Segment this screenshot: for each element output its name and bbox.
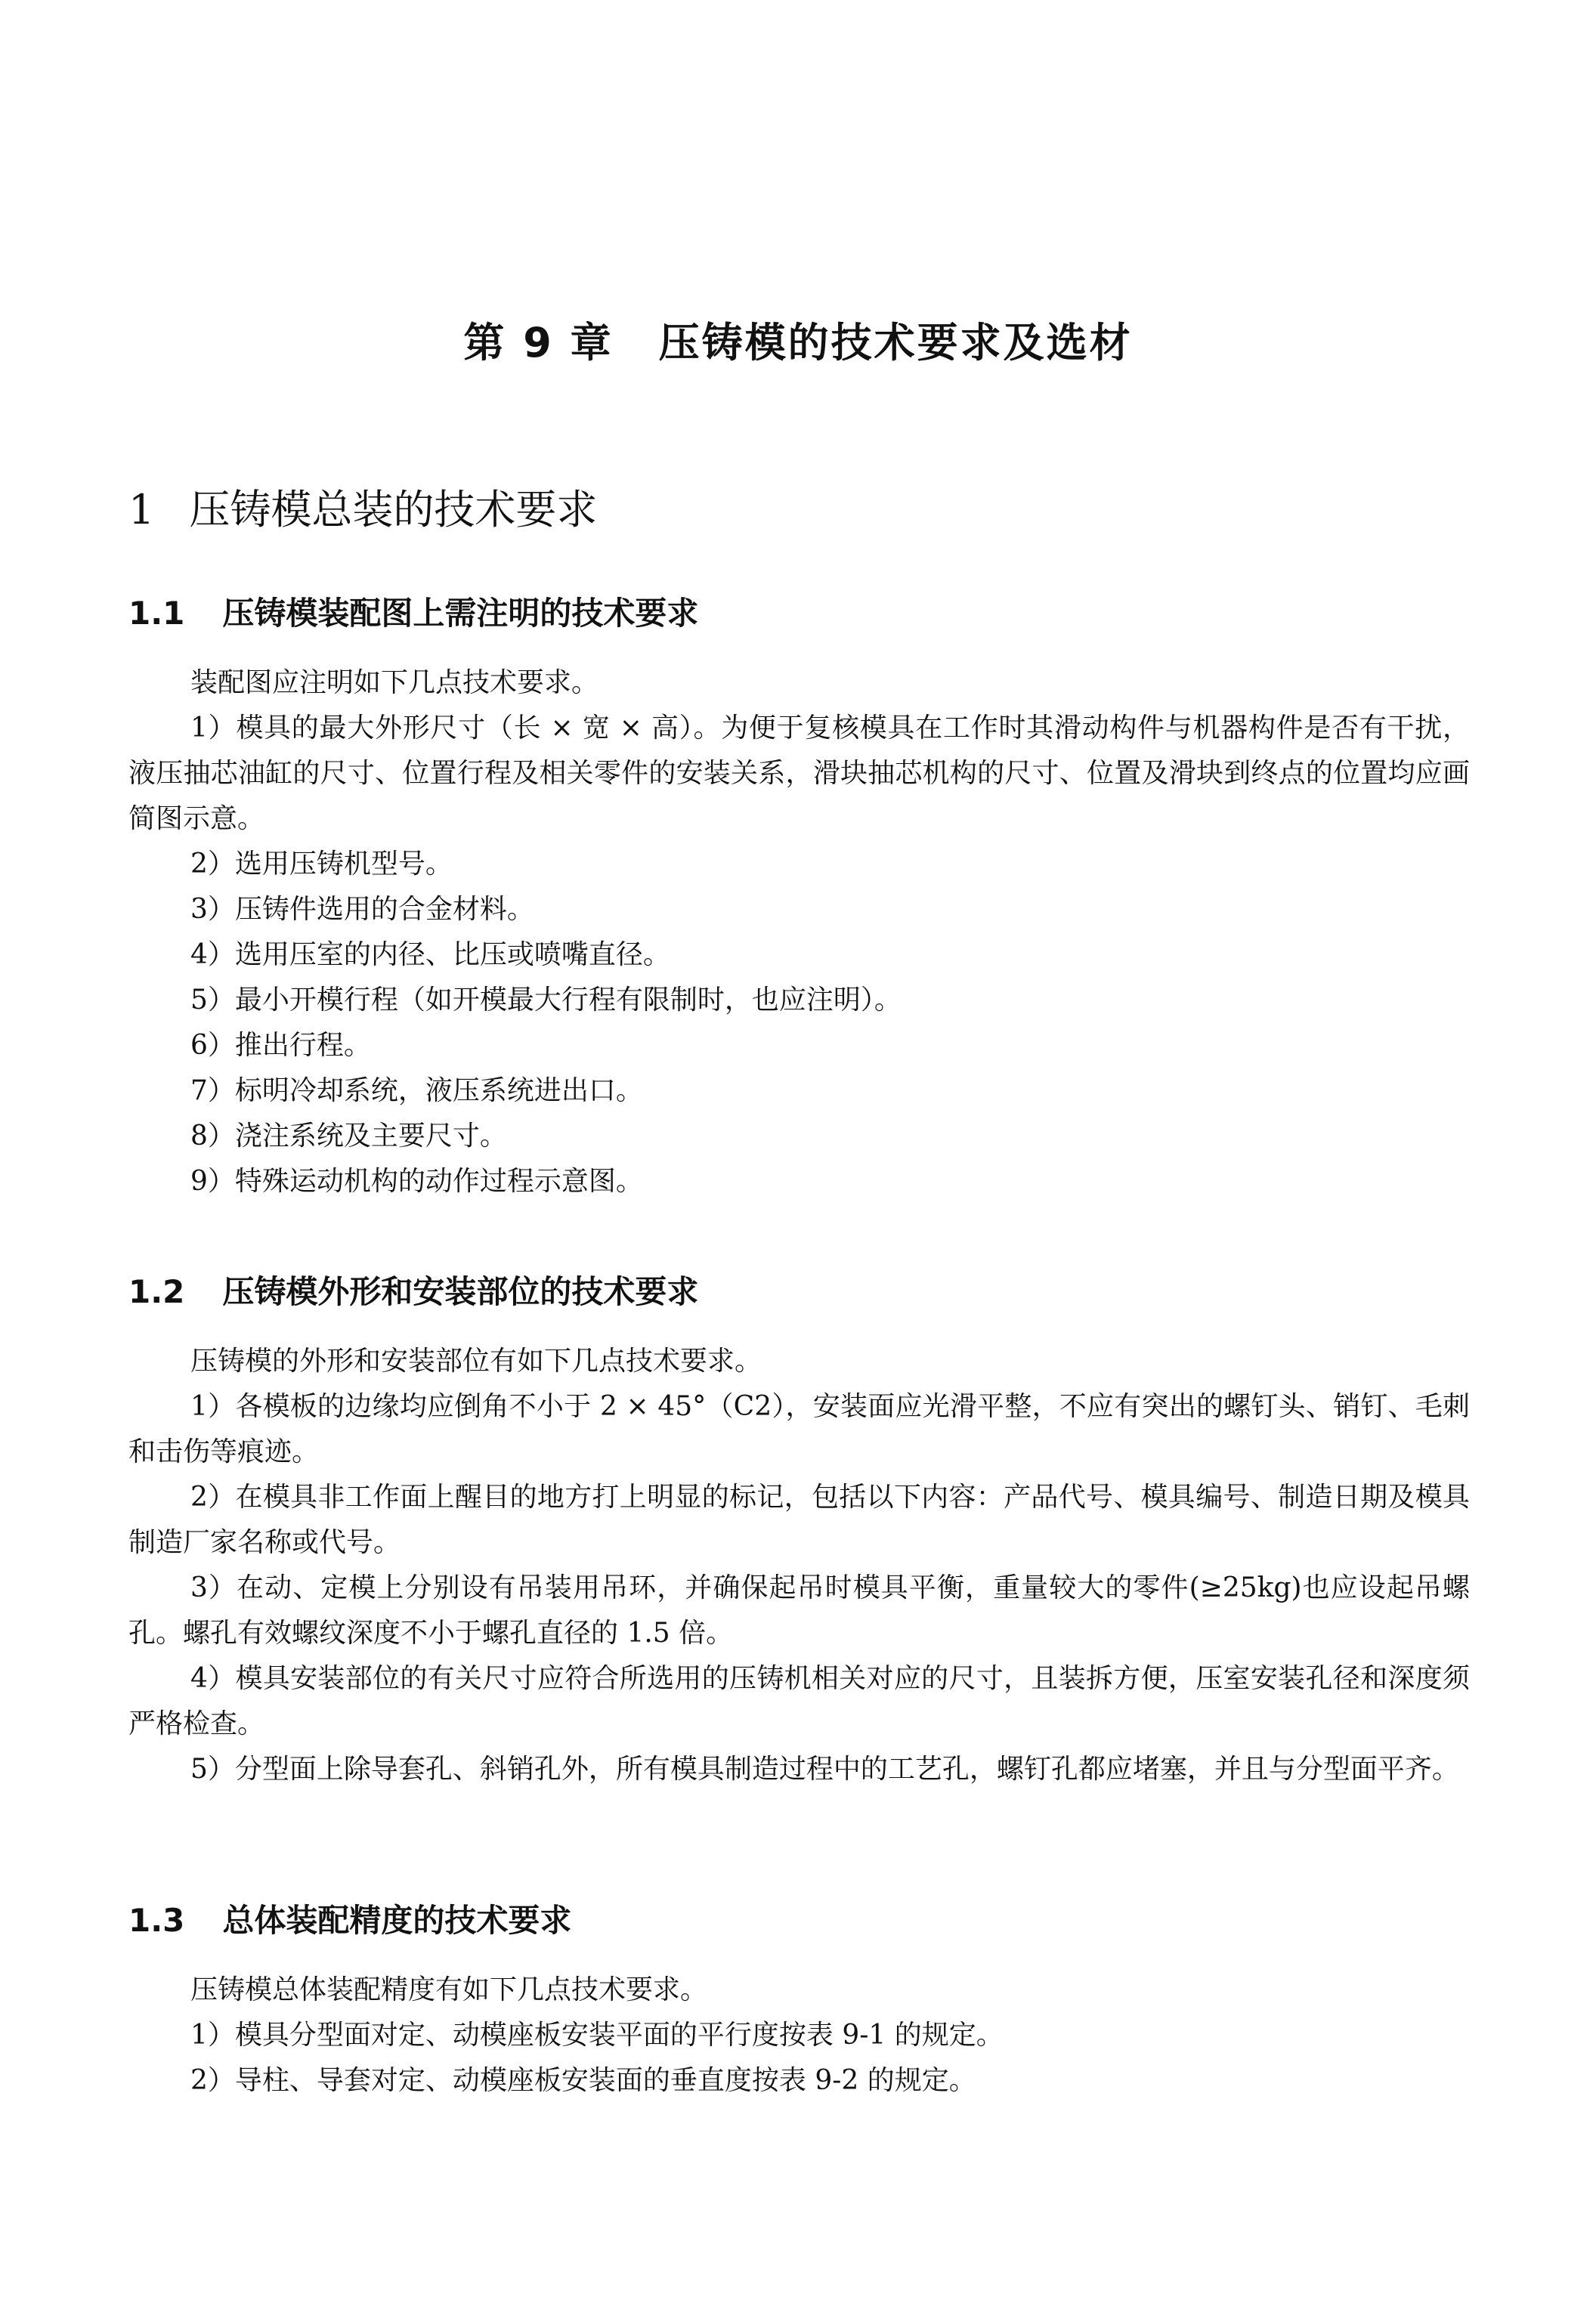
section-heading-1: [128, 484, 597, 536]
chapter-number: 第 9 章: [463, 319, 614, 366]
subsection-body-1-3: [128, 1968, 1470, 2104]
paragraph: 5）最小开模行程（如开模最大行程有限制时，也应注明）。: [190, 985, 902, 1016]
subsection-title: 压铸模外形和安装部位的技术要求: [222, 1273, 699, 1310]
paragraph: 4）模具安装部位的有关尺寸应符合所选用的压铸机相关对应的尺寸，且装拆方便，压室安装孔径和深度须严格检查。: [128, 1663, 1470, 1739]
paragraph: 1）模具的最大外形尺寸（长 × 宽 × 高）。为便于复核模具在工作时其滑动构件与机器构件是否有干扰，液压抽芯油缸的尺寸、位置行程及相关零件的安装关系，滑块抽芯机构的尺寸、位置及滑块到终点的位置均应画简图示意。: [128, 713, 1470, 834]
paragraph: 压铸模总体装配精度有如下几点技术要求。: [190, 1974, 708, 2005]
subsection-body-1-2: [128, 1339, 1470, 1792]
paragraph: 2）选用压铸机型号。: [190, 849, 453, 880]
subsection-heading-1-2: [128, 1269, 698, 1315]
paragraph: 2）在模具非工作面上醒目的地方打上明显的标记，包括以下内容：产品代号、模具编号、制造日期及模具制造厂家名称或代号。: [128, 1482, 1470, 1558]
subsection-title: 总体装配精度的技术要求: [222, 1902, 572, 1939]
section-title-text: 压铸模总装的技术要求: [189, 486, 598, 533]
subsection-number: 1.2: [128, 1273, 185, 1310]
paragraph: 4）选用压室的内径、比压或喷嘴直径。: [190, 939, 670, 970]
subsection-number: 1.3: [128, 1902, 185, 1939]
paragraph: 8）浇注系统及主要尺寸。: [190, 1121, 507, 1152]
subsection-title: 压铸模装配图上需注明的技术要求: [222, 595, 699, 632]
paragraph: 6）推出行程。: [190, 1030, 371, 1061]
paragraph: 7）标明冷却系统，液压系统进出口。: [190, 1075, 643, 1106]
paragraph: 装配图应注明如下几点技术要求。: [190, 667, 599, 698]
chapter-title: [0, 316, 1596, 370]
subsection-number: 1.1: [128, 595, 185, 632]
paragraph: 3）在动、定模上分别设有吊装用吊环，并确保起吊时模具平衡，重量较大的零件(≥25kg)也应设起吊螺孔。螺孔有效螺纹深度不小于螺孔直径的 1.5 倍。: [128, 1572, 1470, 1649]
chapter-title-text: 压铸模的技术要求及选材: [658, 319, 1133, 366]
subsection-heading-1-3: [128, 1898, 571, 1943]
paragraph: 2）导柱、导套对定、动模座板安装面的垂直度按表 9-2 的规定。: [190, 2065, 976, 2096]
paragraph: 5）分型面上除导套孔、斜销孔外，所有模具制造过程中的工艺孔，螺钉孔都应堵塞，并且与分型面平齐。: [190, 1754, 1459, 1785]
paragraph: 1）各模板的边缘均应倒角不小于 2 × 45°（C2），安装面应光滑平整，不应有突出的螺钉头、销钉、毛刺和击伤等痕迹。: [128, 1391, 1470, 1467]
paragraph: 3）压铸件选用的合金材料。: [190, 894, 534, 925]
paragraph: 1）模具分型面对定、动模座板安装平面的平行度按表 9-1 的规定。: [190, 2020, 1004, 2051]
paragraph: 压铸模的外形和安装部位有如下几点技术要求。: [190, 1346, 762, 1377]
subsection-heading-1-1: [128, 591, 698, 636]
section-number: 1: [128, 486, 155, 533]
subsection-body-1-1: [128, 660, 1470, 1204]
paragraph: 9）特殊运动机构的动作过程示意图。: [190, 1166, 643, 1197]
